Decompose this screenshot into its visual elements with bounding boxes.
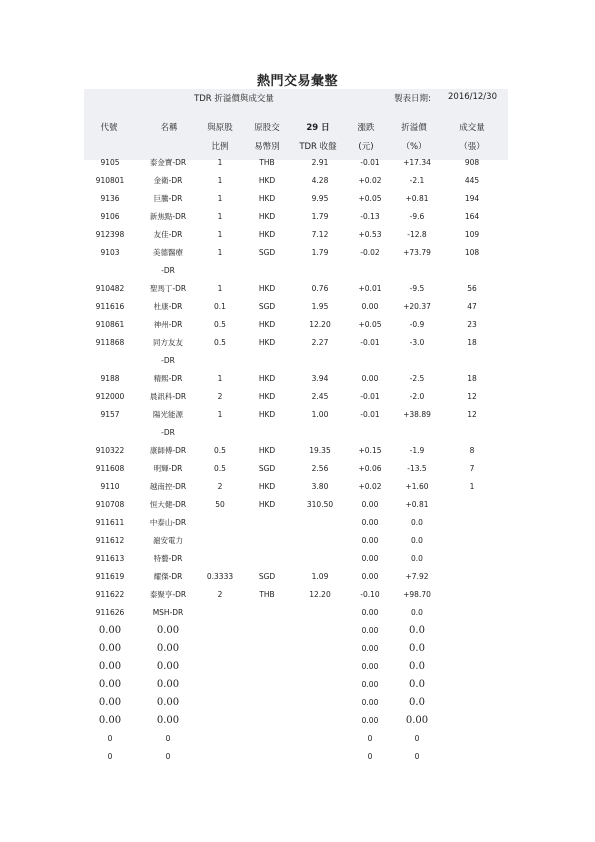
cell-currency: THB <box>259 590 275 599</box>
cell-name: 中泰山-DR <box>149 518 187 527</box>
cell-code: 911622 <box>95 590 125 599</box>
cell-currency: HKD <box>258 338 276 347</box>
cell-name: 康師傅-DR <box>149 446 187 455</box>
cell-name: 滬安電力 <box>153 536 183 545</box>
col-header-currency: 原股交 <box>254 123 280 133</box>
cell-code: 0.00 <box>98 715 122 726</box>
cell-name: 0.00 <box>156 625 180 636</box>
col-header-ratio-2: 比例 <box>211 142 229 152</box>
cell-code: 911613 <box>95 554 125 563</box>
cell-close: 3.80 <box>311 482 329 491</box>
cell-change: 0.00 <box>361 608 379 617</box>
cell-name: 恒大健-DR <box>149 500 187 509</box>
cell-change: 0.00 <box>361 374 379 383</box>
cell-premium: +0.81 <box>405 500 429 509</box>
cell-volume: 18 <box>467 374 477 383</box>
cell-change: 0.00 <box>361 572 379 581</box>
cell-close: 1.79 <box>311 212 329 221</box>
cell-currency: THB <box>259 158 275 167</box>
cell-currency: HKD <box>258 446 276 455</box>
cell-change: 0.00 <box>361 554 379 563</box>
cell-volume: 1 <box>469 482 475 491</box>
cell-name: 同方友友 -DR <box>153 338 183 365</box>
cell-change: 0 <box>367 752 373 761</box>
cell-name: 特藝-DR <box>153 554 183 563</box>
table-row <box>0 406 595 442</box>
cell-code: 9136 <box>100 194 120 203</box>
cell-change: -0.01 <box>360 338 380 347</box>
table-row <box>0 730 595 748</box>
cell-code: 9157 <box>100 410 120 419</box>
cell-premium: -9.5 <box>409 284 425 293</box>
cell-code: 0.00 <box>98 679 122 690</box>
table-row <box>0 622 595 640</box>
table-header <box>84 89 508 160</box>
cell-ratio: 2 <box>217 482 223 491</box>
table-row <box>0 190 595 208</box>
cell-change: 0.00 <box>361 500 379 509</box>
cell-name: 泰聚亨-DR <box>149 590 187 599</box>
cell-close: 12.20 <box>309 320 331 329</box>
cell-code: 911868 <box>95 338 125 347</box>
cell-close: 4.28 <box>311 176 329 185</box>
table-row <box>0 640 595 658</box>
cell-name: 0.00 <box>156 643 180 654</box>
cell-change: 0 <box>367 734 373 743</box>
cell-ratio: 1 <box>217 176 223 185</box>
cell-volume: 47 <box>467 302 477 311</box>
cell-premium: 0.0 <box>409 661 425 672</box>
cell-premium: +1.60 <box>405 482 429 491</box>
cell-ratio: 1 <box>217 158 223 167</box>
table-row <box>0 532 595 550</box>
cell-change: 0.00 <box>361 644 379 653</box>
cell-name: 新焦點-DR <box>149 212 187 221</box>
cell-currency: SGD <box>258 248 276 257</box>
col-header-change-2: (元) <box>358 142 374 152</box>
table-row <box>0 280 595 298</box>
cell-code: 910801 <box>95 176 125 185</box>
cell-ratio: 1 <box>217 374 223 383</box>
cell-ratio: 2 <box>217 392 223 401</box>
cell-currency: SGD <box>258 572 276 581</box>
cell-currency: HKD <box>258 392 276 401</box>
date-label: 製表日期: <box>394 94 431 104</box>
col-header-currency-2: 易幣別 <box>254 142 280 152</box>
cell-close: 2.91 <box>311 158 329 167</box>
cell-close: 19.35 <box>309 446 331 455</box>
table-row <box>0 586 595 604</box>
cell-name: 神州-DR <box>153 320 183 329</box>
cell-ratio: 0.3333 <box>206 572 234 581</box>
cell-name: 友佳-DR <box>153 230 183 239</box>
col-header-volume-2: （張） <box>459 142 485 152</box>
cell-volume: 23 <box>467 320 477 329</box>
cell-volume: 108 <box>464 248 480 257</box>
cell-close: 1.95 <box>311 302 329 311</box>
cell-name: 越南控-DR <box>149 482 187 491</box>
cell-premium: 0.0 <box>411 518 423 527</box>
table-row <box>0 550 595 568</box>
cell-currency: HKD <box>258 194 276 203</box>
cell-name: 0.00 <box>156 679 180 690</box>
cell-premium: 0.00 <box>405 715 429 726</box>
cell-currency: SGD <box>258 464 276 473</box>
cell-premium: +7.92 <box>405 572 429 581</box>
cell-name: 明輝-DR <box>153 464 183 473</box>
cell-name: 杜康-DR <box>153 302 183 311</box>
cell-close: 1.00 <box>311 410 329 419</box>
cell-ratio: 0.5 <box>214 464 226 473</box>
cell-volume: 12 <box>467 392 477 401</box>
date-value: 2016/12/30 <box>448 92 497 102</box>
cell-ratio: 1 <box>217 284 223 293</box>
cell-name: 金衛-DR <box>153 176 183 185</box>
cell-currency: SGD <box>258 302 276 311</box>
cell-premium: -0.9 <box>409 320 425 329</box>
cell-volume: 8 <box>469 446 475 455</box>
table-row <box>0 208 595 226</box>
cell-name: 泰金寶-DR <box>149 158 187 167</box>
col-header-code: 代號 <box>100 123 118 133</box>
cell-currency: HKD <box>258 482 276 491</box>
cell-currency: HKD <box>258 212 276 221</box>
cell-close: 1.09 <box>311 572 329 581</box>
cell-code: 9188 <box>100 374 120 383</box>
cell-currency: HKD <box>258 284 276 293</box>
cell-change: -0.13 <box>360 212 380 221</box>
table-row <box>0 478 595 496</box>
col-header-volume: 成交量 <box>459 123 485 133</box>
cell-code: 0.00 <box>98 625 122 636</box>
cell-code: 9106 <box>100 212 120 221</box>
table-row <box>0 568 595 586</box>
cell-premium: -2.1 <box>409 176 425 185</box>
cell-code: 0.00 <box>98 697 122 708</box>
cell-premium: +17.34 <box>403 158 431 167</box>
cell-ratio: 1 <box>217 410 223 419</box>
cell-change: 0.00 <box>361 698 379 707</box>
table-row <box>0 712 595 730</box>
cell-ratio: 1 <box>217 248 223 257</box>
cell-code: 9110 <box>100 482 120 491</box>
cell-change: 0.00 <box>361 680 379 689</box>
cell-close: 9.95 <box>311 194 329 203</box>
table-row <box>0 172 595 190</box>
page-title: 熱門交易彙整 <box>256 74 338 89</box>
cell-volume: 7 <box>469 464 475 473</box>
cell-name: 陽光能源 -DR <box>153 410 183 437</box>
cell-code: 0 <box>107 734 113 743</box>
cell-change: 0.00 <box>361 518 379 527</box>
cell-premium: +98.70 <box>403 590 431 599</box>
cell-change: 0.00 <box>361 302 379 311</box>
cell-currency: HKD <box>258 230 276 239</box>
cell-volume: 194 <box>464 194 480 203</box>
cell-currency: HKD <box>258 410 276 419</box>
cell-change: 0.00 <box>361 536 379 545</box>
cell-code: 9103 <box>100 248 120 257</box>
cell-close: 7.12 <box>311 230 329 239</box>
cell-change: +0.05 <box>358 194 382 203</box>
cell-premium: 0.0 <box>411 608 423 617</box>
table-row <box>0 442 595 460</box>
cell-ratio: 2 <box>217 590 223 599</box>
cell-premium: +20.37 <box>403 302 431 311</box>
table-row <box>0 460 595 478</box>
cell-close: 12.20 <box>309 590 331 599</box>
table-row <box>0 676 595 694</box>
cell-premium: -1.9 <box>409 446 425 455</box>
cell-ratio: 1 <box>217 194 223 203</box>
table-row <box>0 316 595 334</box>
cell-change: -0.10 <box>360 590 380 599</box>
cell-close: 2.56 <box>311 464 329 473</box>
cell-name: MSH-DR <box>152 608 184 617</box>
table-row <box>0 370 595 388</box>
cell-volume: 445 <box>464 176 480 185</box>
cell-code: 910482 <box>95 284 125 293</box>
cell-volume: 56 <box>467 284 477 293</box>
cell-ratio: 1 <box>217 230 223 239</box>
table-row <box>0 388 595 406</box>
cell-change: 0.00 <box>361 626 379 635</box>
cell-premium: +0.81 <box>405 194 429 203</box>
cell-code: 910861 <box>95 320 125 329</box>
col-header-ratio: 與原股 <box>207 123 233 133</box>
col-header-premium-2: （%） <box>401 142 427 152</box>
cell-volume: 908 <box>464 158 480 167</box>
data-table-body <box>0 154 595 766</box>
cell-currency: HKD <box>258 374 276 383</box>
cell-premium: -3.0 <box>409 338 425 347</box>
cell-name: 精熙-DR <box>153 374 183 383</box>
cell-premium: -9.6 <box>409 212 425 221</box>
cell-change: 0.00 <box>361 662 379 671</box>
table-row <box>0 244 595 280</box>
cell-name: 0.00 <box>156 661 180 672</box>
cell-currency: HKD <box>258 500 276 509</box>
cell-code: 9105 <box>100 158 120 167</box>
cell-premium: 0 <box>414 752 420 761</box>
cell-code: 910708 <box>95 500 125 509</box>
table-row <box>0 694 595 712</box>
cell-close: 2.45 <box>311 392 329 401</box>
cell-name: 0.00 <box>156 715 180 726</box>
cell-code: 912000 <box>95 392 125 401</box>
cell-code: 911611 <box>95 518 125 527</box>
cell-ratio: 0.5 <box>214 320 226 329</box>
cell-change: 0.00 <box>361 716 379 725</box>
cell-name: 美德醫療 -DR <box>153 248 183 275</box>
cell-currency: HKD <box>258 176 276 185</box>
cell-ratio: 0.1 <box>214 302 226 311</box>
cell-change: +0.15 <box>358 446 382 455</box>
cell-premium: 0.0 <box>409 679 425 690</box>
cell-close: 0.76 <box>311 284 329 293</box>
cell-change: +0.53 <box>358 230 382 239</box>
col-header-premium: 折溢價 <box>401 123 427 133</box>
cell-premium: -2.0 <box>409 392 425 401</box>
cell-ratio: 0.5 <box>214 446 226 455</box>
cell-premium: 0.0 <box>409 697 425 708</box>
table-row <box>0 658 595 676</box>
cell-premium: +38.89 <box>403 410 431 419</box>
table-row <box>0 748 595 766</box>
cell-close: 3.94 <box>311 374 329 383</box>
cell-code: 0.00 <box>98 643 122 654</box>
cell-currency: HKD <box>258 320 276 329</box>
table-row <box>0 298 595 316</box>
table-row <box>0 334 595 370</box>
cell-change: -0.01 <box>360 392 380 401</box>
col-header-name: 名稱 <box>160 123 178 133</box>
cell-ratio: 50 <box>215 500 225 509</box>
cell-close: 2.27 <box>311 338 329 347</box>
col-header-close: 29 日 <box>306 123 330 133</box>
cell-name: 巨騰-DR <box>153 194 183 203</box>
table-row <box>0 496 595 514</box>
cell-code: 911619 <box>95 572 125 581</box>
cell-close: 1.79 <box>311 248 329 257</box>
cell-change: +0.01 <box>358 284 382 293</box>
cell-premium: 0.0 <box>409 643 425 654</box>
cell-change: -0.01 <box>360 158 380 167</box>
cell-change: +0.06 <box>358 464 382 473</box>
cell-code: 0 <box>107 752 113 761</box>
cell-change: -0.01 <box>360 410 380 419</box>
cell-name: 聖馬丁-DR <box>149 284 187 293</box>
cell-premium: -13.5 <box>407 464 427 473</box>
cell-premium: 0.0 <box>411 536 423 545</box>
cell-volume: 109 <box>464 230 480 239</box>
cell-premium: -2.5 <box>409 374 425 383</box>
cell-premium: -12.8 <box>407 230 427 239</box>
cell-name: 0.00 <box>156 697 180 708</box>
cell-premium: 0.0 <box>409 625 425 636</box>
col-header-close-2: TDR 收盤 <box>299 142 337 152</box>
cell-code: 910322 <box>95 446 125 455</box>
cell-change: -0.02 <box>360 248 380 257</box>
cell-change: +0.05 <box>358 320 382 329</box>
cell-volume: 12 <box>467 410 477 419</box>
cell-name: 晨訊科-DR <box>149 392 187 401</box>
cell-premium: 0 <box>414 734 420 743</box>
cell-name: 0 <box>165 752 171 761</box>
table-row <box>0 604 595 622</box>
cell-code: 912398 <box>95 230 125 239</box>
cell-volume: 18 <box>467 338 477 347</box>
table-row <box>0 226 595 244</box>
cell-volume: 164 <box>464 212 480 221</box>
col-header-change: 漲跌 <box>357 123 375 133</box>
cell-change: +0.02 <box>358 482 382 491</box>
cell-premium: 0.0 <box>411 554 423 563</box>
cell-ratio: 1 <box>217 212 223 221</box>
cell-code: 911626 <box>95 608 125 617</box>
cell-close: 310.50 <box>306 500 334 509</box>
cell-code: 0.00 <box>98 661 122 672</box>
cell-ratio: 0.5 <box>214 338 226 347</box>
cell-code: 911616 <box>95 302 125 311</box>
cell-code: 911612 <box>95 536 125 545</box>
table-row <box>0 154 595 172</box>
table-subtitle: TDR 折溢價與成交量 <box>194 94 274 104</box>
cell-premium: +73.79 <box>403 248 431 257</box>
cell-name: 耀傑-DR <box>153 572 183 581</box>
cell-code: 911608 <box>95 464 125 473</box>
table-row <box>0 514 595 532</box>
cell-name: 0 <box>165 734 171 743</box>
cell-change: +0.02 <box>358 176 382 185</box>
